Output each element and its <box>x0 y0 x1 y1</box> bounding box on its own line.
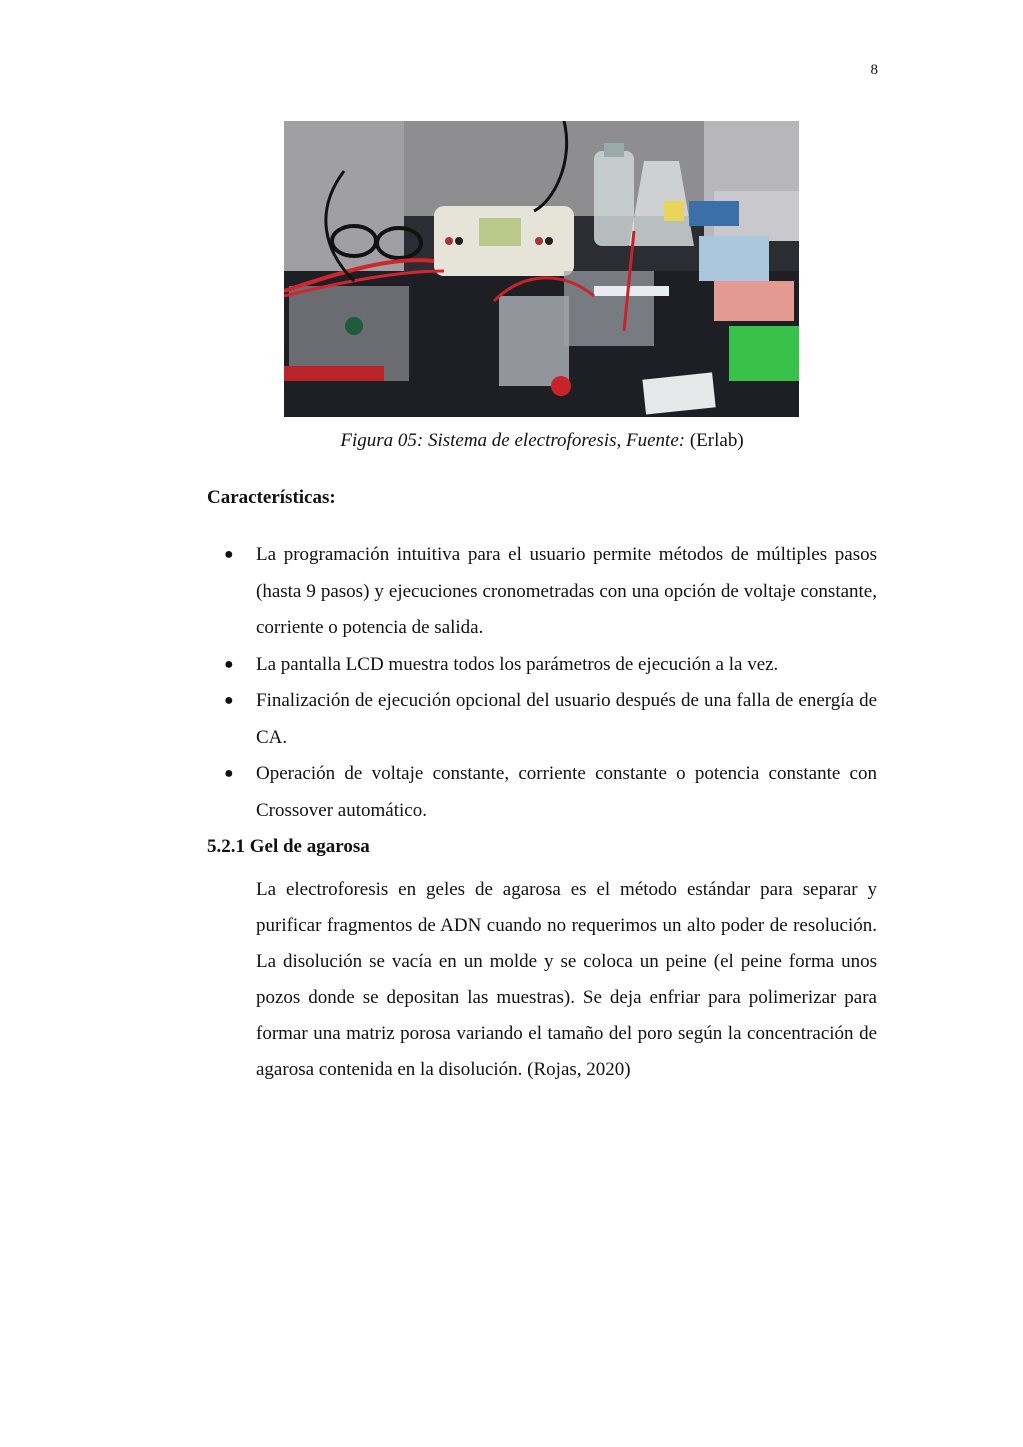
figure-caption <box>207 430 877 452</box>
list-item <box>207 537 877 647</box>
page-number: 8 <box>870 62 878 78</box>
list-item <box>207 756 877 829</box>
caption-source: (Erlab) <box>689 430 744 451</box>
caption-title: Figura 05: Sistema de electroforesis, Fuente: <box>340 430 686 451</box>
list-item-text: Finalización de ejecución opcional del usuario después de una falla de energía de CA. <box>256 690 877 748</box>
bullet-icon: ● <box>224 546 234 563</box>
list-item-text: La programación intuitiva para el usuario permite métodos de múltiples pasos (hasta 9 pasos) y ejecuciones cronometradas con una opción de voltaje constante, corriente o potencia de salida. <box>256 544 877 638</box>
list-item <box>207 683 877 756</box>
list-item <box>207 647 877 684</box>
figure-photo <box>284 121 799 417</box>
bullet-icon: ● <box>224 692 234 709</box>
body-paragraph: La electroforesis en geles de agarosa es el método estándar para separar y purificar fragmentos de ADN cuando no requerimos un alto poder de resolución. La disolución se vacía en un molde y se coloca un peine (el peine forma unos pozos donde se depositan las muestras). Se deja enfriar para polimerizar para formar una matriz porosa variando el tamaño del poro según la concentración de agarosa contenida en la disolución. (Rojas, 2020) <box>256 879 877 1080</box>
list-item-text: Operación de voltaje constante, corriente constante o potencia constante con Crossover automático. <box>256 763 877 821</box>
features-list <box>207 537 877 829</box>
section-heading: 5.2.1 Gel de agarosa <box>207 836 370 857</box>
bullet-icon: ● <box>224 765 234 782</box>
features-heading: Características: <box>207 487 336 508</box>
list-item-text: La pantalla LCD muestra todos los parámetros de ejecución a la vez. <box>256 653 779 675</box>
bullet-icon: ● <box>224 655 234 673</box>
